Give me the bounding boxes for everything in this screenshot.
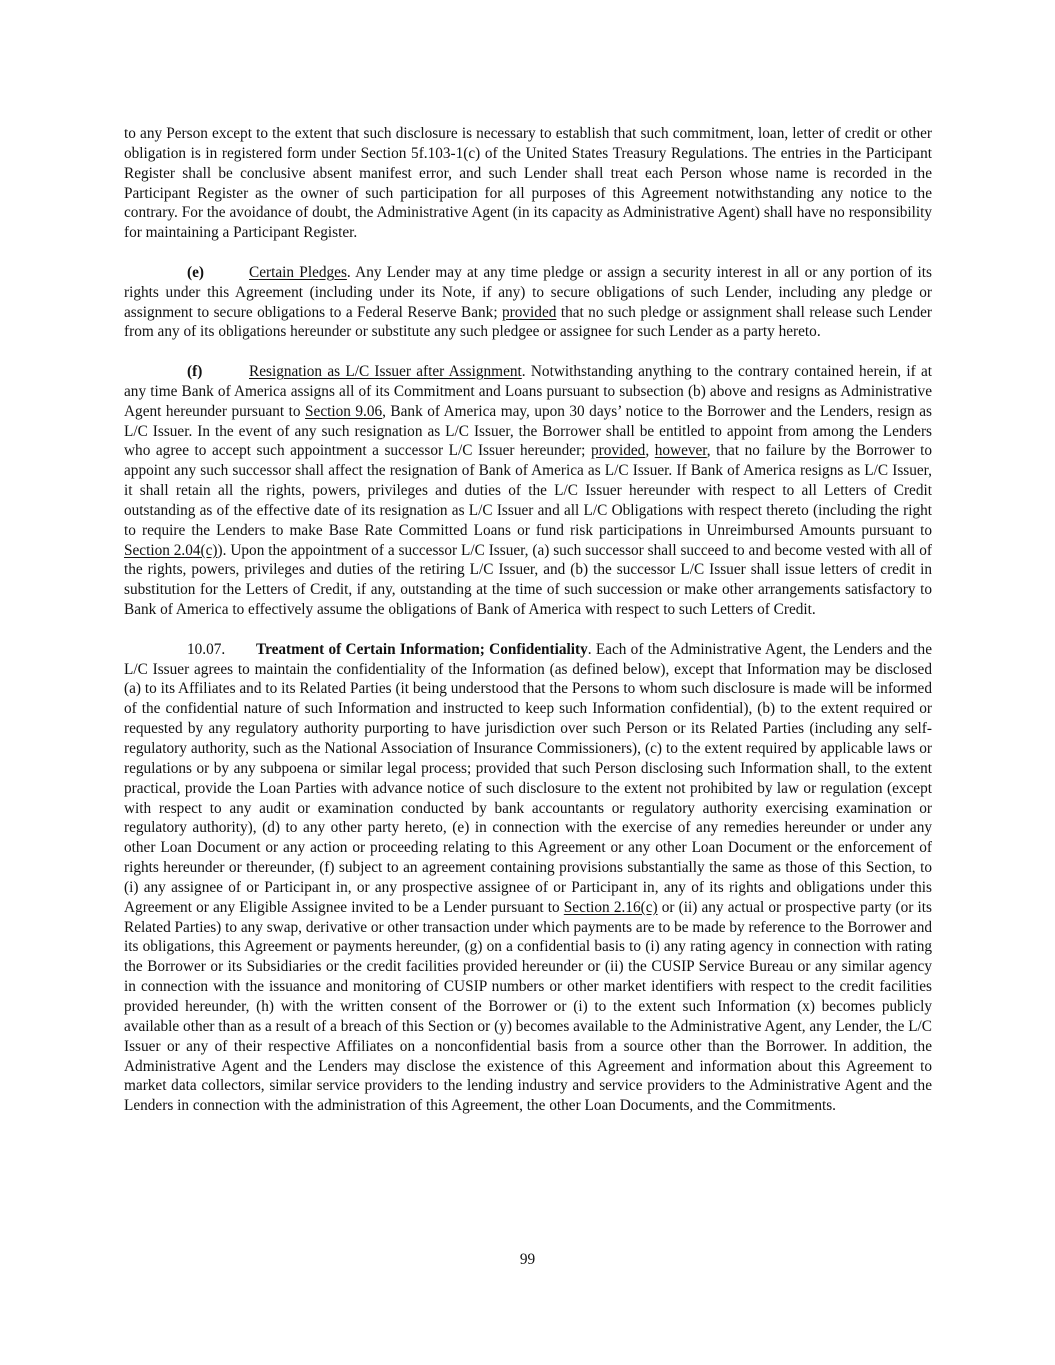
paragraph-e-provided: provided	[502, 303, 557, 321]
paragraph-e-label: (e)	[187, 263, 204, 281]
paragraph-f-section-2-04c-ref: Section 2.04(c)	[124, 541, 218, 559]
paragraph-f-text-1: . Notwithstanding anything to the contrary contained herein, if at any time Bank of America assigns all of its Commitment and Loans pursuant to subsection (b) above and resigns as Administrative Agent hereunder pursuant to	[124, 363, 932, 420]
paragraph-f-text-4: ). Upon the appointment of a successor L/C Issuer, (a) such successor shall succeed to and become vested with all of the rights, powers, privileges and duties of the retiring L/C Issuer, and (b) the successor L/C Issuer shall issue letters of credit in substitution for the Letters of Credit, if any, outstanding at the time of such succession or make other arrangements satisfactory to Bank of America to effectively assume the obligations of Bank of America with respect to such Letters of Credit.	[124, 541, 932, 619]
paragraph-f-provided: provided	[590, 442, 646, 460]
paragraph-f-comma: ,	[645, 442, 655, 460]
paragraph-f-text-3: , that no failure by the Borrower to appoint any such successor shall affect the resignation of Bank of America as L/C Issuer. If Bank of America resigns as L/C Issuer, it shall retain all the rights, powers, privileges and duties of the L/C Issuer hereunder with respect to all Letters of Credit outstanding as of the effective date of its resignation as L/C Issuer and all L/C Obligations with respect thereto (including the right to require the Lenders to make Base Rate Committed Loans or fund risk participations in Unreimbursed Amounts pursuant to	[124, 442, 933, 539]
section-10-07-heading: Treatment of Certain Information; Confidentiality	[256, 640, 588, 658]
section-10-07-section-2-16c-ref: Section 2.16(c)	[563, 898, 658, 916]
paragraph-f-however: however	[654, 442, 707, 460]
paragraph-f-heading: Resignation as L/C Issuer after Assignment	[249, 363, 522, 381]
section-10-07-text-2: or (ii) any actual or prospective party (or its Related Parties) to any swap, derivative or other transaction under which payments are to be made by reference to the Borrower and its obligations, this Agreement or payments hereunder, (g) on a confidential basis to (i) any rating agency in connection with rating the Borrower or its Subsidiaries or the credit facilities provided hereunder or (ii) the CUSIP Service Bureau or any similar agency in connection with the issuance and monitoring of CUSIP numbers or other market identifiers with respect to the credit facilities provided hereunder, (h) with the written consent of the Borrower or (i) to the extent such Information (x) becomes publicly available other than as a result of a breach of this Section or (y) becomes available to the Administrative Agent, any Lender, the L/C Issuer or any of their respective Affiliates on a nonconfidential basis from a source other than the Borrower. In addition, the Administrative Agent and the Lenders may disclose the existence of this Agreement and information about this Agreement to market data collectors, similar service providers to the lending industry and service providers to the Administrative Agent and the Lenders in connection with the administration of this Agreement, the other Loan Documents, and the Commitments.	[124, 898, 932, 1115]
section-10-07-number: 10.07.	[187, 640, 226, 658]
paragraph-f-resignation	[124, 362, 932, 620]
paragraph-f-text-2: , Bank of America may, upon 30 days’ notice to the Borrower and the Lenders, resign as L/C Issuer. In the event of any such resignation as L/C Issuer, the Borrower shall be entitled to appoint from among the Lenders who agree to accept such appointment a successor L/C Issuer hereunder;	[124, 402, 932, 460]
paragraph-e-text-2: that no such pledge or assignment shall release such Lender from any of its obligations hereunder or substitute any such pledgee or assignee for such Lender as a party hereto.	[124, 303, 932, 341]
document-page	[124, 124, 932, 1136]
paragraph-e-heading: Certain Pledges	[249, 263, 347, 281]
paragraph-f-section-9-06-ref: Section 9.06	[305, 402, 383, 420]
paragraph-e-text-1: . Any Lender may at any time pledge or assign a security interest in all or any portion of its rights under this Agreement (including under its Note, if any) to secure obligations of such Lender, including any pledge or assignment to secure obligations to a Federal Reserve Bank;	[124, 263, 933, 321]
continuation-paragraph	[124, 124, 932, 243]
section-10-07-text-1: . Each of the Administrative Agent, the Lenders and the L/C Issuer agrees to maintain the confidentiality of the Information (as defined below), except that Information may be disclosed (a) to its Affiliates and to its Related Parties (it being understood that the Persons to whom such disclosure is made will be informed of the confidential nature of such Information and instructed to keep such Information confidential), (b) to the extent required or requested by any regulatory authority purporting to have jurisdiction over such Person or its Related Parties (including any self-regulatory authority, such as the National Association of Insurance Commissioners), (c) to the extent required by applicable laws or regulations or by any subpoena or similar legal process; provided that such Person disclosing such Information shall, to the extent practical, provide the Loan Parties with advance notice of such disclosure to the extent not prohibited by law or regulation (except with respect to any audit or examination conducted by bank accountants or regulatory authority exercising examination or regulatory authority), (d) to any other party hereto, (e) in connection with the exercise of any remedies hereunder or under any other Loan Document or any action or proceeding relating to this Agreement or any other Loan Document or the enforcement of rights hereunder or thereunder, (f) subject to an agreement containing provisions substantially the same as those of this Section, to (i) any assignee of or Participant in, or any prospective assignee of or Participant in, any of its rights and obligations under this Agreement or any Eligible Assignee invited to be a Lender pursuant to	[124, 640, 932, 916]
section-10-07-confidentiality	[124, 640, 932, 1116]
paragraph-f-label: (f)	[187, 363, 203, 381]
page-number: 99	[519, 1251, 536, 1268]
paragraph-e-certain-pledges	[124, 263, 932, 342]
continuation-text: to any Person except to the extent that such disclosure is necessary to establish that such commitment, loan, letter of credit or other obligation is in registered form under Section 5f.103-1(c) of the United States Treasury Regulations. The entries in the Participant Register shall be conclusive absent manifest error, and such Lender shall treat each Person whose name is recorded in the Participant Register as the owner of such participation for all purposes of this Agreement notwithstanding any notice to the contrary. For the avoidance of doubt, the Administrative Agent (in its capacity as Administrative Agent) shall have no responsibility for maintaining a Participant Register.	[124, 125, 932, 242]
